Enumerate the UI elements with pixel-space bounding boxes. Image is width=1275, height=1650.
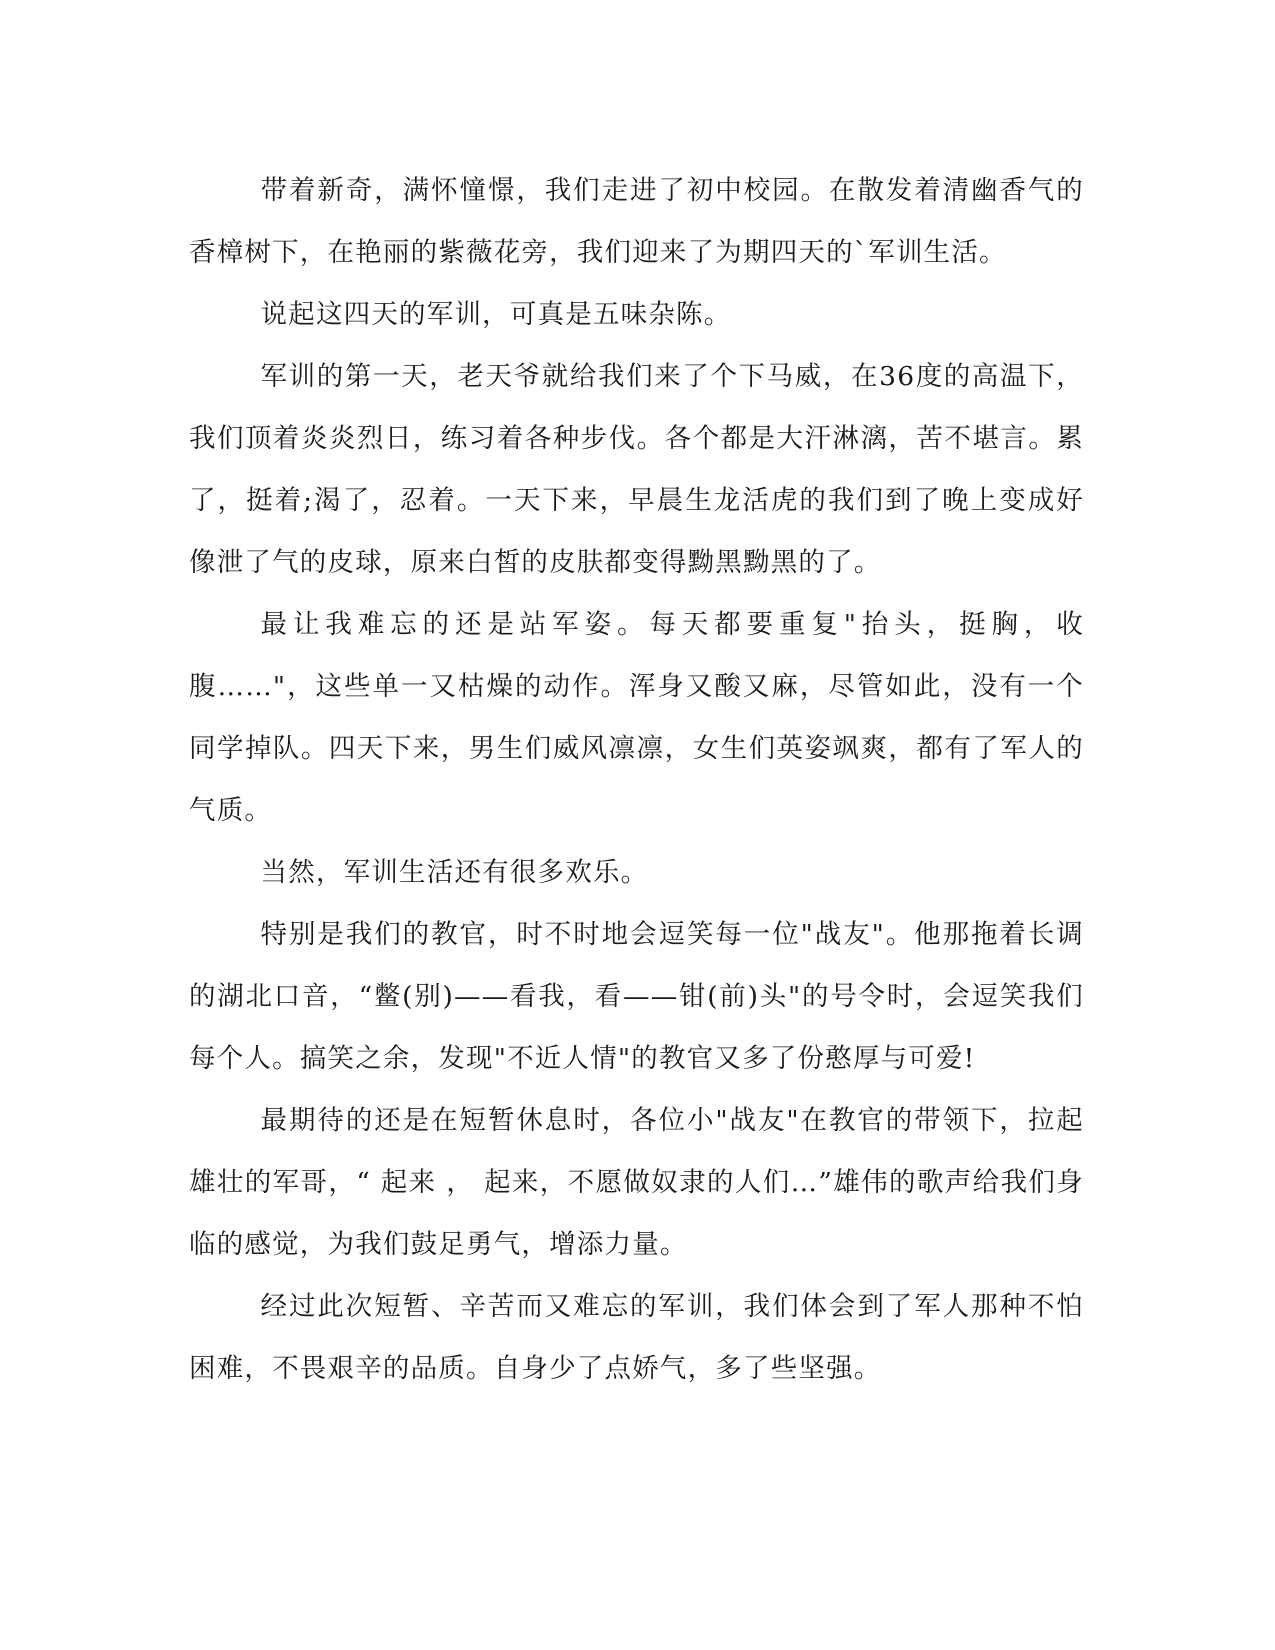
paragraph-4: 最让我难忘的还是站军姿。每天都要重复"抬头，挺胸，收腹……"，这些单一又枯燥的动作。浑身又酸又麻，尽管如此，没有一个同学掉队。四天下来，男生们威风凛凛，女生们英姿飒爽，都有了军人的气质。 [189,609,1084,826]
paragraph-1: 带着新奇，满怀憧憬，我们走进了初中校园。在散发着清幽香气的香樟树下，在艳丽的紫薇花旁，我们迎来了为期四天的`军训生活。 [189,175,1084,268]
paragraph-3: 军训的第一天，老天爷就给我们来了个下马威，在36度的高温下，我们顶着炎炎烈日，练习着各种步伐。各个都是大汗淋漓，苦不堪言。累了，挺着;渴了，忍着。一天下来，早晨生龙活虎的我们到了晚上变成好像泄了气的皮球，原来白皙的皮肤都变得黝黑黝黑的了。 [189,361,1084,578]
paragraph-6: 特别是我们的教官，时不时地会逗笑每一位"战友"。他那拖着长调的湖北口音，“鳖(别)——看我，看——钳(前)头"的号令时，会逗笑我们每个人。搞笑之余，发现"不近人情"的教官又多了份憨厚与可爱! [189,919,1084,1074]
paragraph-2: 说起这四天的军训，可真是五味杂陈。 [260,299,732,330]
document-body [189,160,1084,1400]
paragraph-7: 最期待的还是在短暂休息时，各位小"战友"在教官的带领下，拉起雄壮的军哥，“ 起来 ， 起来，不愿做奴隶的人们…”雄伟的歌声给我们身临的感觉，为我们鼓足勇气，增添力量。 [189,1105,1084,1260]
paragraph-8: 经过此次短暂、辛苦而又难忘的军训，我们体会到了军人那种不怕困难，不畏艰辛的品质。自身少了点娇气，多了些坚强。 [189,1291,1084,1384]
paragraph-5: 当然，军训生活还有很多欢乐。 [260,857,649,888]
